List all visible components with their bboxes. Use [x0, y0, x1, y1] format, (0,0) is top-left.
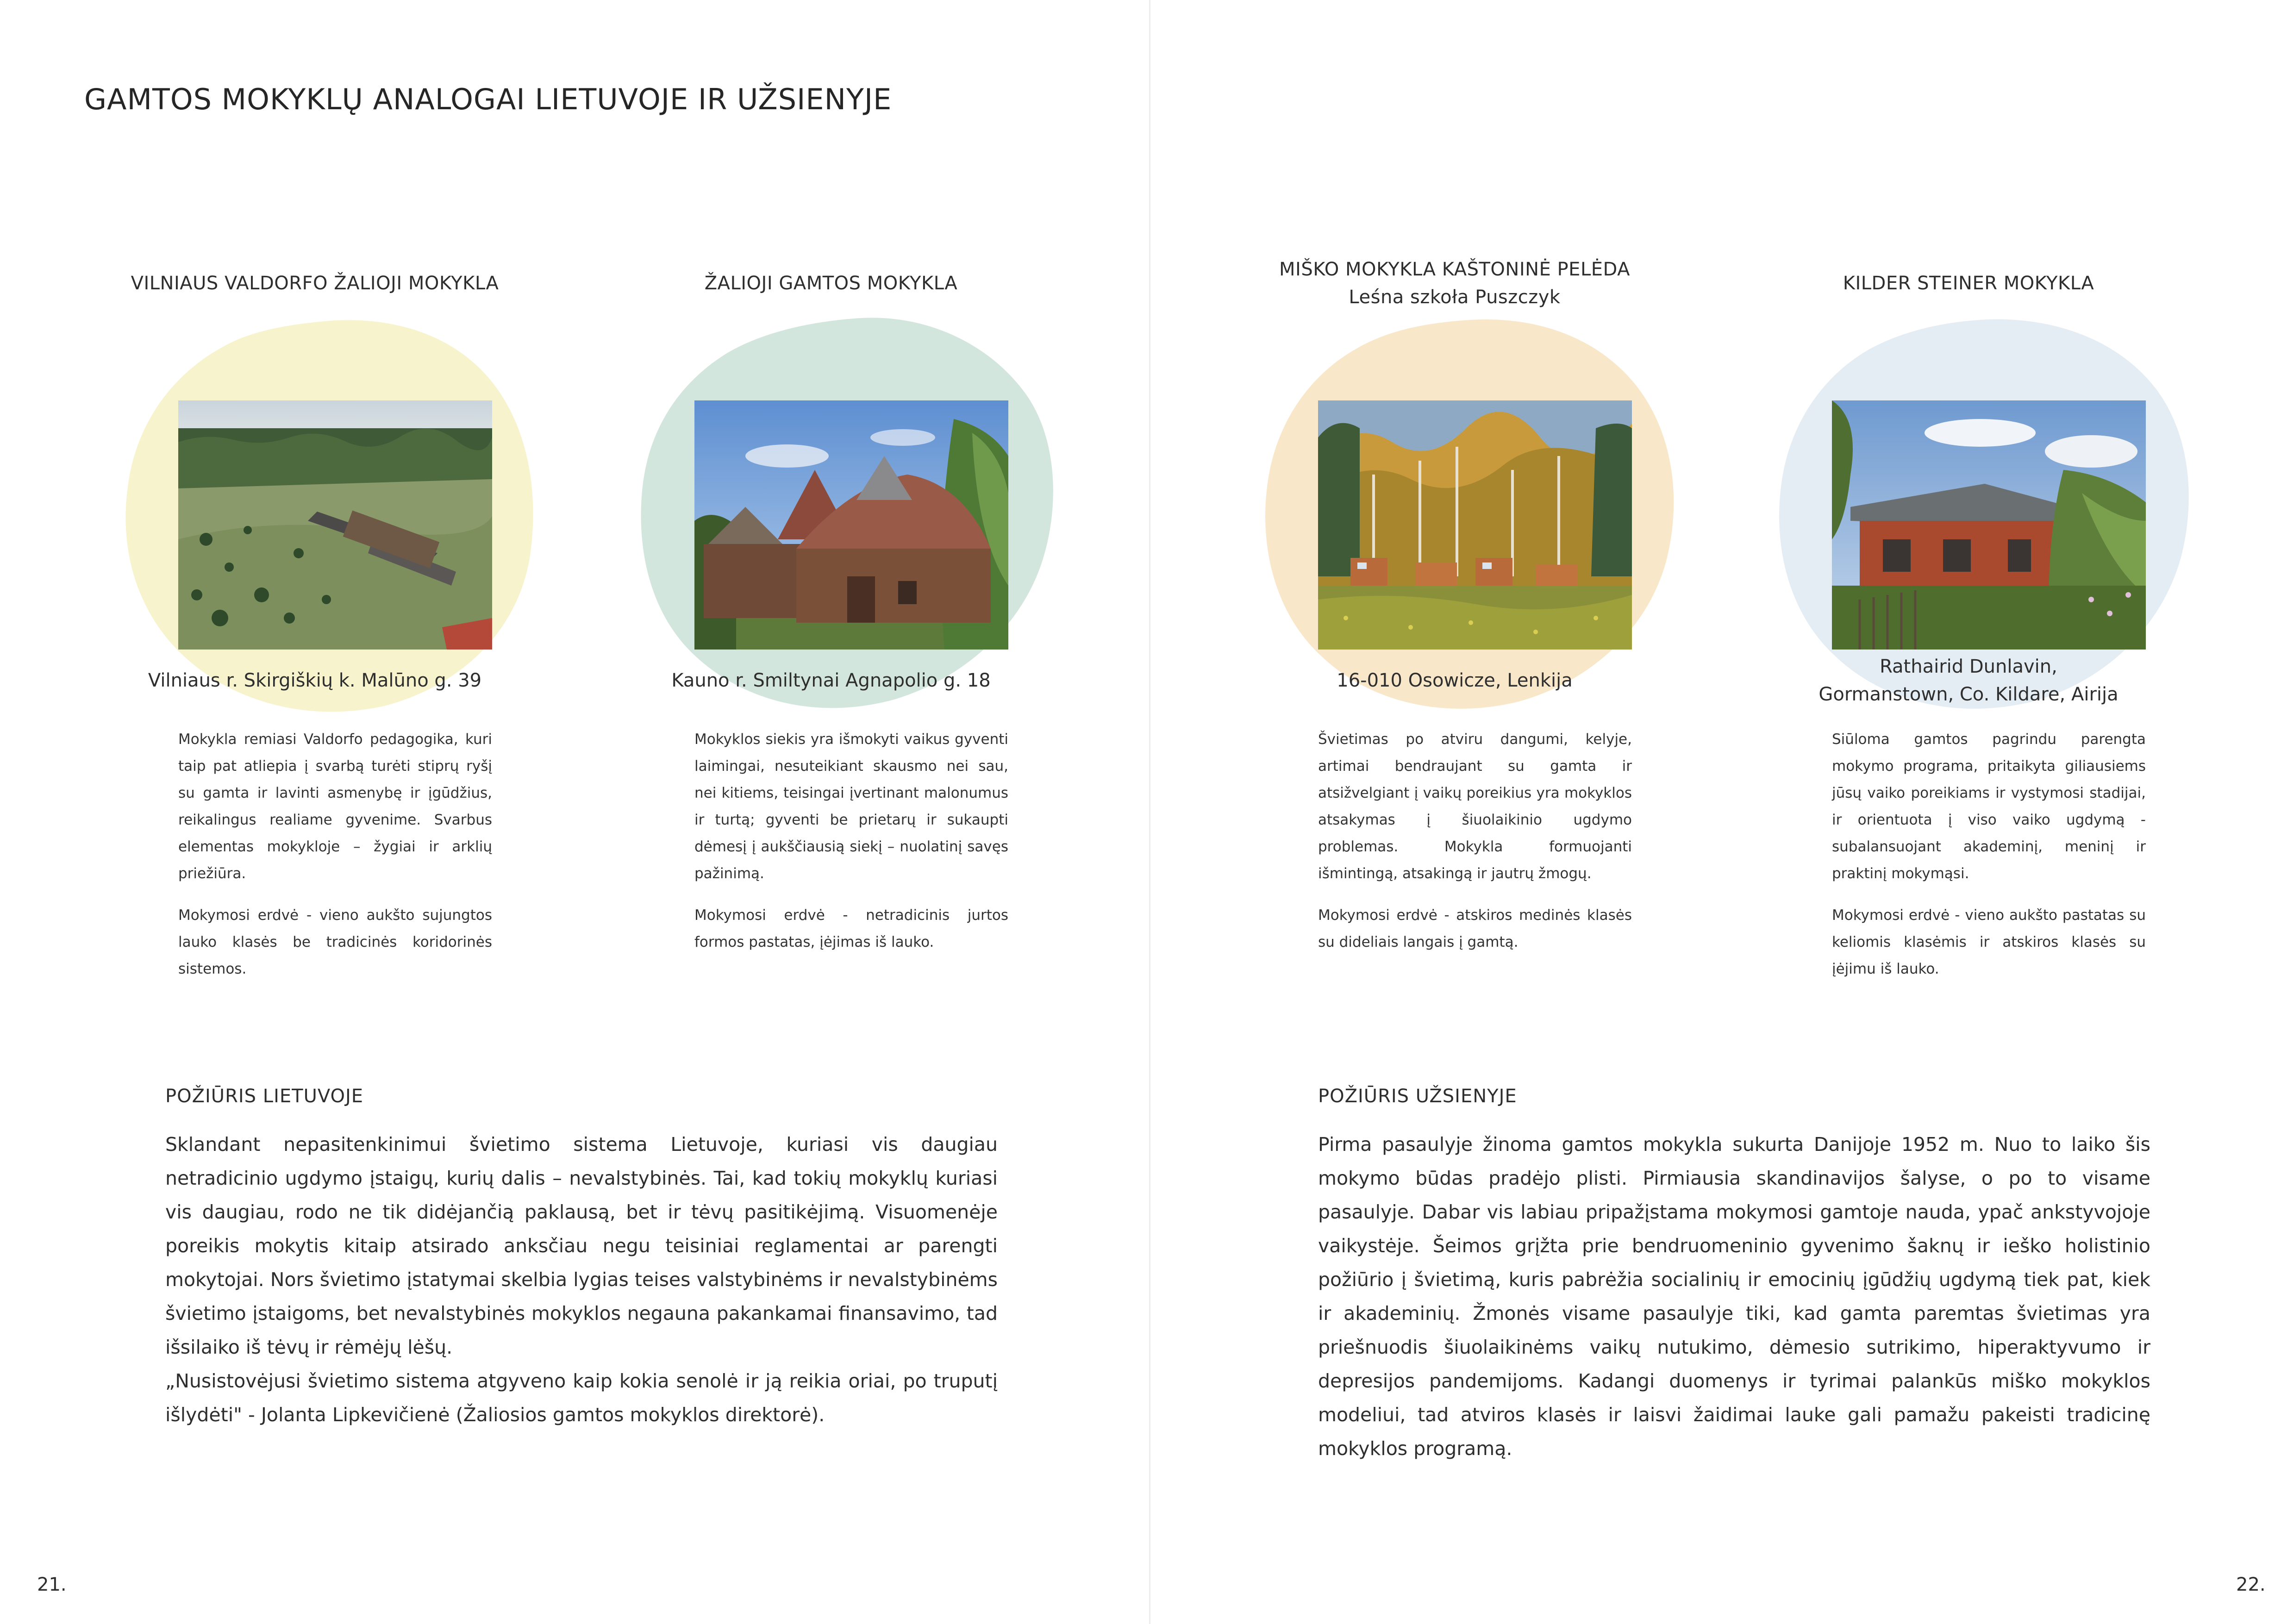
school-title — [1237, 256, 1672, 311]
school-subtitle: Leśna szkoła Puszczyk — [1349, 287, 1561, 308]
section-paragraph: Pirma pasaulyje žinoma gamtos mokykla sukurta Danijoje 1952 m. Nuo to laiko šis mokymo būdas pradėjo plisti. Pirmiausia skandinavijos šalyse, o po to visame pasaulyje. Dabar vis labiau pripažįstama mokymosi gamtoje nauda, ypač ankstyvojoje vaikystėje. Šeimos grįžta prie bendruomeninio gyvenimo šaknų ir ieško holistinio požiūrio į švietimą, kuris pabrėžia socialinių ir emocinių įgūdžių ugdymą tiek pat, kiek ir akademinių. Žmonės visame pasaulyje tiki, kad gamta paremtas švietimas yra priešnuodis šiuolaikinėms vaikų nutukimo, dėmesio sutrikimo, hiperaktyvumo ir depresijos pandemijoms. Kadangi duomenys ir tyrimai palankūs miško mokyklos modeliui, tad atviros klasės ir laisvi žaidimai lauke gali pamažu pakeisti tradicinę mokyklos programą. — [1318, 1133, 2150, 1460]
school-name: MIŠKO MOKYKLA KAŠTONINĖ PELĖDA — [1279, 259, 1630, 280]
description-paragraph: Mokymosi erdvė - vieno aukšto sujungtos lauko klasės be tradicinės koridorinės sistemos. — [178, 907, 492, 977]
page-divider — [1149, 0, 1150, 1624]
section-paragraph: Sklandant nepasitenkinimui švietimo sistema Lietuvoje, kuriasi vis daugiau netradicinio ugdymo įstaigų, kurių dalis – nevalstybinės. Tai, kad tokių mokyklų kuriasi vis daugiau, rodo ne tik didėjančią paklausą, bet ir tėvų pasitikėjimą. Visuomenėje poreikis mokytis kitaip atsirado anksčiau negu teisiniai reglamentai ar parengti mokytojai. Nors švietimo įstatymai skelbia lygias teises valstybinėms ir nevalstybinėms švietimo įstaigoms, bet nevalstybinės mokyklos negauna pakankamai finansavimo, tad išsilaiko iš tėvų ir rėmėjų lėšų. — [165, 1133, 998, 1358]
forest-cabins-photo-icon — [1318, 400, 1632, 650]
school-description — [694, 726, 1008, 970]
description-paragraph: Mokyklos siekis yra išmokyti vaikus gyventi laimingai, nesuteikiant skausmo nei sau, nei kitiems, teisingai įvertinant malonumus ir turtą; gyventi be prietarų ir sukaupti dėmesį į aukščiausią siekį – nuolatinį savęs pažinimą. — [694, 731, 1008, 882]
school-address: 16-010 Osowicze, Lenkija — [1337, 670, 1573, 691]
description-paragraph: Mokymosi erdvė - atskiros medinės klasės su dideliais langais į gamtą. — [1318, 907, 1632, 950]
address-line: Rathairid Dunlavin, — [1880, 656, 2057, 677]
school-title: KILDER STEINER MOKYKLA — [1843, 273, 2094, 294]
school-address: Vilniaus r. Skirgiškių k. Malūno g. 39 — [148, 670, 482, 691]
page-number-right: 22. — [2236, 1574, 2266, 1595]
school-card-vilnius-waldorf — [97, 259, 532, 1000]
description-paragraph: Mokykla remiasi Valdorfo pedagogika, kuri taip pat atliepia į svarbą turėti stiprų ryšį su gamta ir lavinti asmenybę ir įgūdžius, reikalingus realiame gyvenime. Svarbus elementas mokykloje – žygiai ir arklių priežiūra. — [178, 731, 492, 882]
school-title: VILNIAUS VALDORFO ŽALIOJI MOKYKLA — [131, 273, 499, 294]
school-photo — [694, 400, 1008, 650]
school-card-zalioji — [613, 259, 1049, 1000]
school-photo — [178, 400, 492, 650]
school-photo — [1832, 400, 2146, 650]
description-paragraph: Siūloma gamtos pagrindu parengta mokymo programa, pritaikyta giliausiems jūsų vaiko poreikiams ir vystymosi stadijai, ir orientuota į viso vaiko ugdymą - subalansuojant akademinį, meninį ir praktinį mokymąsi. — [1832, 731, 2146, 882]
school-address — [1760, 653, 2177, 708]
school-description — [1318, 726, 1632, 970]
page-number-left: 21. — [37, 1574, 67, 1595]
school-card-puszczyk — [1237, 259, 1672, 1000]
school-title: ŽALIOJI GAMTOS MOKYKLA — [704, 273, 958, 294]
school-photo — [1318, 400, 1632, 650]
description-paragraph: Mokymosi erdvė - vieno aukšto pastatas su keliomis klasėmis ir atskiros klasės su įėjimu iš lauko. — [1832, 907, 2146, 977]
school-description — [1832, 726, 2146, 997]
description-paragraph: Mokymosi erdvė - netradicinis jurtos formos pastatas, įėjimas iš lauko. — [694, 907, 1008, 950]
yurt-photo-icon — [694, 400, 1008, 650]
section-text-abroad — [1318, 1128, 2150, 1466]
section-text-lithuania — [165, 1128, 998, 1432]
page-title: GAMTOS MOKYKLŲ ANALOGAI LIETUVOJE IR UŽSIENYJE — [84, 82, 892, 116]
description-paragraph: Švietimas po atviru dangumi, kelyje, artimai bendraujant su gamta ir atsižvelgiant į vaikų poreikius yra mokyklos atsakymas į šiuolaikinio ugdymo problemas. Mokykla formuojanti išmintingą, atsakingą ir jautrų žmogų. — [1318, 731, 1632, 882]
section-paragraph: „Nusistovėjusi švietimo sistema atgyveno kaip kokia senolė ir ją reikia oriai, po truputį išlydėti" - Jolanta Lipkevičienė (Žaliosios gamtos mokyklos direktorė). — [165, 1370, 998, 1426]
section-heading-abroad: POŽIŪRIS UŽSIENYJE — [1318, 1086, 1517, 1107]
address-line: Gormanstown, Co. Kildare, Airija — [1819, 684, 2119, 705]
aerial-school-photo-icon — [178, 400, 492, 650]
school-card-kilder — [1751, 259, 2186, 1000]
school-address: Kauno r. Smiltynai Agnapolio g. 18 — [671, 670, 991, 691]
section-heading-lithuania: POŽIŪRIS LIETUVOJE — [165, 1086, 364, 1107]
school-description — [178, 726, 492, 997]
brick-house-photo-icon — [1832, 400, 2146, 650]
